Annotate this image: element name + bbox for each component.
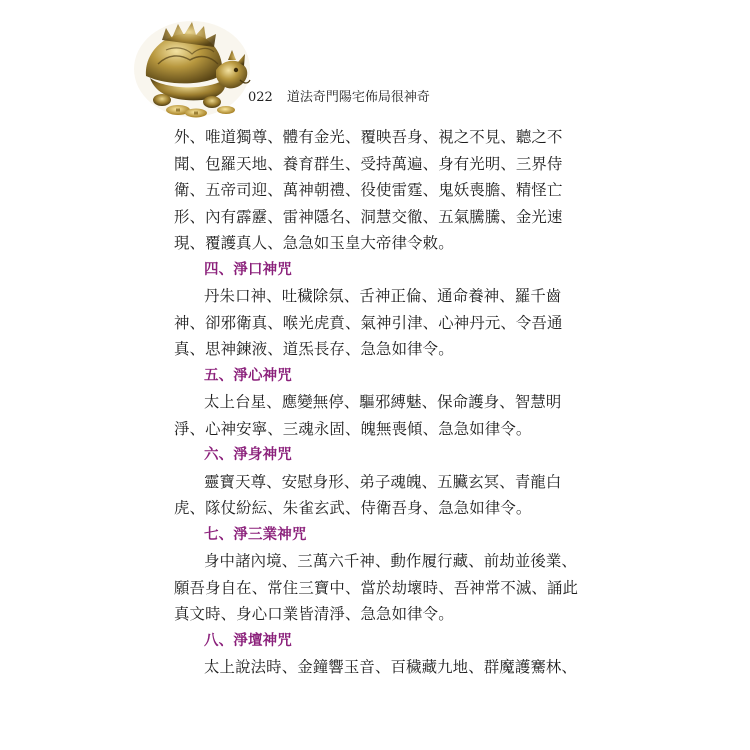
running-header bbox=[248, 87, 430, 109]
text-line: 外、唯道獨尊、體有金光、覆映吾身、視之不見、聽之不 bbox=[174, 128, 563, 146]
section-heading: 四、淨口神咒 bbox=[204, 260, 292, 278]
text-line: 真文時、身心口業皆清淨、急急如律令。 bbox=[174, 605, 454, 623]
text-line: 衛、五帝司迎、萬神朝禮、役使雷霆、鬼妖喪膽、精怪亡 bbox=[174, 181, 563, 199]
text-line: 丹朱口神、吐穢除氛、舌神正倫、通命養神、羅千齒 bbox=[204, 287, 562, 305]
text-line: 神、卻邪衛真、喉光虎賁、氣神引津、心神丹元、令吾通 bbox=[174, 313, 563, 332]
section-heading: 八、淨壇神咒 bbox=[204, 631, 292, 649]
text-line: 形、內有霹靂、雷神隱名、洞慧交徹、五氣騰騰、金光速 bbox=[174, 207, 563, 226]
section-heading: 六、淨身神咒 bbox=[204, 446, 292, 463]
text-line: 太上說法時、金鐘響玉音、百穢藏九地、群魔護騫林、 bbox=[204, 658, 577, 676]
text-line: 聞、包羅天地、養育群生、受持萬遍、身有光明、三界侍 bbox=[174, 154, 563, 173]
page-number: 022 bbox=[248, 90, 273, 105]
dragon-turtle-figurine-icon bbox=[132, 14, 252, 119]
text-line: 真、思神鍊液、道炁長存、急急如律令。 bbox=[174, 340, 454, 358]
section-heading: 五、淨心神咒 bbox=[204, 366, 292, 384]
book-title: 道法奇門陽宅佈局很神奇 bbox=[286, 90, 430, 105]
text-line: 靈寶天尊、安慰身形、弟子魂魄、五臟玄冥、青龍白 bbox=[204, 472, 562, 491]
text-line: 願吾身自在、常住三寶中、當於劫壞時、吾神常不滅、誦此 bbox=[174, 578, 579, 597]
text-line: 淨、心神安寧、三魂永固、魄無喪傾、急急如律令。 bbox=[174, 419, 532, 438]
text-line: 身中諸內境、三萬六千神、動作履行藏、前劫並後業、 bbox=[204, 552, 577, 570]
text-line: 虎、隊仗紛紜、朱雀玄武、侍衛吾身、急急如律令。 bbox=[174, 499, 532, 517]
text-line: 太上台星、應變無停、驅邪縛魅、保命護身、智慧明 bbox=[204, 393, 562, 411]
page-body bbox=[174, 124, 594, 681]
text-line: 現、覆護真人、急急如玉皇大帝律令敕。 bbox=[174, 234, 454, 252]
section-heading: 七、淨三業神咒 bbox=[204, 525, 307, 543]
